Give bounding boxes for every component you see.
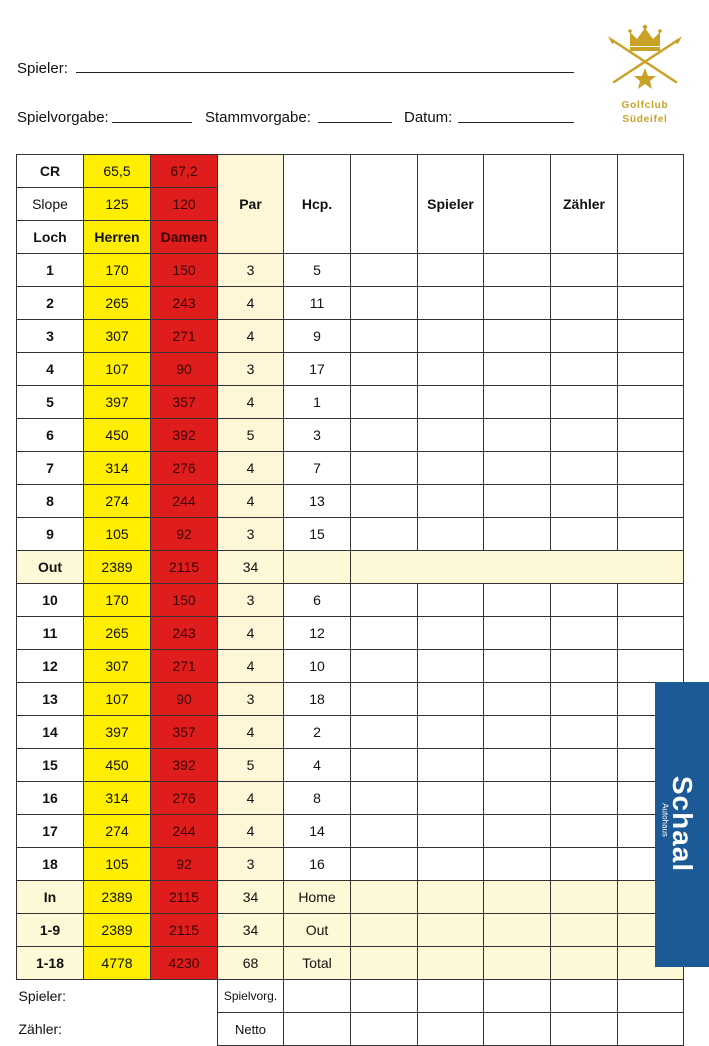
score-cell[interactable] xyxy=(418,947,484,980)
hcp-value: 10 xyxy=(284,650,351,683)
men-distance: 274 xyxy=(84,815,151,848)
score-cell[interactable] xyxy=(551,716,618,749)
women-distance: 357 xyxy=(151,716,218,749)
hole-number: 13 xyxy=(17,683,84,716)
par-value: 34 xyxy=(218,914,284,947)
score-cell[interactable] xyxy=(618,452,684,485)
score-cell[interactable] xyxy=(551,287,618,320)
score-cell[interactable] xyxy=(484,287,551,320)
score-cell[interactable] xyxy=(351,353,418,386)
men-distance: 107 xyxy=(84,353,151,386)
table-row xyxy=(17,815,684,848)
hole-number: 9 xyxy=(17,518,84,551)
score-col-1-header xyxy=(351,155,418,254)
table-row xyxy=(17,584,684,617)
score-cell[interactable] xyxy=(418,518,484,551)
men-distance: 4778 xyxy=(84,947,151,980)
footer-row-net xyxy=(17,1013,684,1046)
men-distance: 107 xyxy=(84,683,151,716)
score-cell[interactable] xyxy=(351,254,418,287)
score-cell[interactable] xyxy=(418,716,484,749)
slope-women: 120 xyxy=(151,188,218,221)
score-col-5-header xyxy=(618,155,684,254)
hcp-value: Total xyxy=(284,947,351,980)
women-distance: 392 xyxy=(151,419,218,452)
par-value: 4 xyxy=(218,617,284,650)
score-cell[interactable] xyxy=(418,584,484,617)
par-value: 4 xyxy=(218,650,284,683)
score-cell[interactable] xyxy=(618,287,684,320)
banner-sub: Autohaus xyxy=(660,803,670,837)
score-cell[interactable] xyxy=(618,254,684,287)
men-distance: 307 xyxy=(84,650,151,683)
slope-label: Slope xyxy=(17,188,84,221)
hole-number: 3 xyxy=(17,320,84,353)
women-distance: 90 xyxy=(151,683,218,716)
hole-number: 11 xyxy=(17,617,84,650)
table-row xyxy=(17,881,684,914)
score-cell[interactable] xyxy=(484,452,551,485)
score-cell[interactable] xyxy=(551,650,618,683)
table-row xyxy=(17,551,684,584)
score-cell[interactable] xyxy=(551,485,618,518)
women-distance: 276 xyxy=(151,782,218,815)
hcp-value xyxy=(284,551,351,584)
score-cell[interactable] xyxy=(418,782,484,815)
score-cell[interactable] xyxy=(484,320,551,353)
women-distance: 2115 xyxy=(151,914,218,947)
score-cell[interactable] xyxy=(418,485,484,518)
table-row xyxy=(17,650,684,683)
cr-men: 65,5 xyxy=(84,155,151,188)
women-distance: 271 xyxy=(151,320,218,353)
score-cell[interactable] xyxy=(351,815,418,848)
score-cell[interactable] xyxy=(351,782,418,815)
table-row xyxy=(17,848,684,881)
score-cell[interactable] xyxy=(418,980,484,1013)
score-cell[interactable] xyxy=(551,320,618,353)
score-cell[interactable] xyxy=(551,419,618,452)
hole-number: 17 xyxy=(17,815,84,848)
score-cell[interactable] xyxy=(418,353,484,386)
logo-line-2: Südeifel xyxy=(622,114,668,125)
cr-women: 67,2 xyxy=(151,155,218,188)
score-cell[interactable] xyxy=(351,617,418,650)
women-distance: 2115 xyxy=(151,551,218,584)
hole-number: In xyxy=(17,881,84,914)
handicap-line[interactable] xyxy=(112,122,192,123)
score-cell[interactable] xyxy=(418,287,484,320)
score-cell[interactable] xyxy=(551,353,618,386)
score-cell[interactable] xyxy=(484,980,551,1013)
player-col-header: Spieler xyxy=(418,155,484,254)
hole-number: 14 xyxy=(17,716,84,749)
cr-label: CR xyxy=(17,155,84,188)
men-distance: 265 xyxy=(84,287,151,320)
footer-counter-label: Zähler: xyxy=(17,1013,218,1046)
score-cell[interactable] xyxy=(618,320,684,353)
table-row xyxy=(17,287,684,320)
score-cell[interactable] xyxy=(618,518,684,551)
hole-number: 7 xyxy=(17,452,84,485)
score-cell[interactable] xyxy=(484,947,551,980)
score-cell[interactable] xyxy=(351,584,418,617)
table-row xyxy=(17,947,684,980)
score-cell[interactable] xyxy=(351,1013,418,1046)
score-cell[interactable] xyxy=(418,749,484,782)
score-cell[interactable] xyxy=(484,749,551,782)
score-cell[interactable] xyxy=(551,947,618,980)
women-distance: 271 xyxy=(151,650,218,683)
par-value: 3 xyxy=(218,518,284,551)
score-cell[interactable] xyxy=(484,881,551,914)
hole-number: 1-18 xyxy=(17,947,84,980)
par-value: 4 xyxy=(218,815,284,848)
par-value: 4 xyxy=(218,452,284,485)
score-cell[interactable] xyxy=(351,485,418,518)
par-value: 4 xyxy=(218,716,284,749)
score-cell[interactable] xyxy=(551,386,618,419)
score-cell[interactable] xyxy=(618,485,684,518)
score-cell[interactable] xyxy=(484,914,551,947)
par-header: Par xyxy=(218,155,284,254)
par-value: 3 xyxy=(218,353,284,386)
score-cell[interactable] xyxy=(351,320,418,353)
score-cell[interactable] xyxy=(551,1013,618,1046)
score-cell[interactable] xyxy=(484,650,551,683)
banner-brand: Schaal xyxy=(667,775,698,873)
hcp-value: 18 xyxy=(284,683,351,716)
score-cell[interactable] xyxy=(351,980,418,1013)
hcp-value: 13 xyxy=(284,485,351,518)
score-cell[interactable] xyxy=(351,287,418,320)
hcp-value: 9 xyxy=(284,320,351,353)
par-value: 68 xyxy=(218,947,284,980)
men-distance: 314 xyxy=(84,452,151,485)
score-cell[interactable] xyxy=(418,254,484,287)
cr-row xyxy=(17,155,684,188)
score-cell[interactable] xyxy=(351,947,418,980)
par-value: 3 xyxy=(218,254,284,287)
score-cell[interactable] xyxy=(418,815,484,848)
score-cell[interactable] xyxy=(351,716,418,749)
par-value: 5 xyxy=(218,749,284,782)
handicap-label: Spielvorgabe: xyxy=(17,109,109,126)
score-cell[interactable] xyxy=(351,518,418,551)
hcp-value: 12 xyxy=(284,617,351,650)
women-distance: 276 xyxy=(151,452,218,485)
women-header: Damen xyxy=(151,221,218,254)
par-value: 3 xyxy=(218,683,284,716)
par-value: 34 xyxy=(218,551,284,584)
men-distance: 170 xyxy=(84,254,151,287)
table-row xyxy=(17,617,684,650)
score-cell[interactable] xyxy=(351,452,418,485)
table-row xyxy=(17,518,684,551)
hole-number: 5 xyxy=(17,386,84,419)
date-line[interactable] xyxy=(458,122,574,123)
men-distance: 2389 xyxy=(84,881,151,914)
base-handicap-line[interactable] xyxy=(318,122,392,123)
hole-number: 18 xyxy=(17,848,84,881)
footer-player-label: Spieler: xyxy=(17,980,218,1013)
men-distance: 265 xyxy=(84,617,151,650)
women-distance: 244 xyxy=(151,485,218,518)
men-distance: 170 xyxy=(84,584,151,617)
women-distance: 150 xyxy=(151,254,218,287)
score-cell[interactable] xyxy=(484,584,551,617)
hole-number: 2 xyxy=(17,287,84,320)
women-distance: 92 xyxy=(151,848,218,881)
score-cell[interactable] xyxy=(484,848,551,881)
score-cell[interactable] xyxy=(418,452,484,485)
hcp-value: 16 xyxy=(284,848,351,881)
women-distance: 243 xyxy=(151,617,218,650)
women-distance: 244 xyxy=(151,815,218,848)
men-distance: 274 xyxy=(84,485,151,518)
women-distance: 392 xyxy=(151,749,218,782)
men-distance: 2389 xyxy=(84,914,151,947)
score-cell[interactable] xyxy=(418,320,484,353)
counter-col-header: Zähler xyxy=(551,155,618,254)
score-cell[interactable] xyxy=(551,683,618,716)
table-row xyxy=(17,386,684,419)
score-cell[interactable] xyxy=(418,650,484,683)
table-row xyxy=(17,254,684,287)
loch-label: Loch xyxy=(17,221,84,254)
hole-number: 1-9 xyxy=(17,914,84,947)
score-cell[interactable] xyxy=(484,617,551,650)
par-value: 4 xyxy=(218,386,284,419)
men-distance: 397 xyxy=(84,716,151,749)
footer-row-handicap xyxy=(17,980,684,1013)
par-value: 4 xyxy=(218,782,284,815)
score-cell[interactable] xyxy=(351,848,418,881)
base-handicap-label: Stammvorgabe: xyxy=(205,109,311,126)
score-cell[interactable] xyxy=(484,782,551,815)
date-label: Datum: xyxy=(404,109,453,126)
footer-net-label: Netto xyxy=(218,1013,284,1046)
score-cell[interactable] xyxy=(551,518,618,551)
hcp-value: 8 xyxy=(284,782,351,815)
table-row xyxy=(17,683,684,716)
table-row xyxy=(17,320,684,353)
hole-number: 4 xyxy=(17,353,84,386)
score-cell[interactable] xyxy=(618,386,684,419)
score-cell[interactable] xyxy=(551,914,618,947)
out-score-cell[interactable] xyxy=(351,551,684,584)
hcp-header: Hcp. xyxy=(284,155,351,254)
club-logo xyxy=(604,22,686,132)
hcp-value: 6 xyxy=(284,584,351,617)
hole-number: 15 xyxy=(17,749,84,782)
hcp-value: 14 xyxy=(284,815,351,848)
hole-number: 16 xyxy=(17,782,84,815)
score-cell[interactable] xyxy=(351,683,418,716)
par-value: 4 xyxy=(218,485,284,518)
score-cell[interactable] xyxy=(418,419,484,452)
hole-number: 8 xyxy=(17,485,84,518)
score-cell[interactable] xyxy=(484,716,551,749)
hcp-value: 4 xyxy=(284,749,351,782)
hcp-value: 7 xyxy=(284,452,351,485)
player-line[interactable] xyxy=(76,72,574,73)
score-cell[interactable] xyxy=(418,848,484,881)
score-cell[interactable] xyxy=(484,1013,551,1046)
hole-number: Out xyxy=(17,551,84,584)
men-distance: 307 xyxy=(84,320,151,353)
slope-men: 125 xyxy=(84,188,151,221)
table-row xyxy=(17,353,684,386)
score-cell[interactable] xyxy=(418,881,484,914)
men-distance: 450 xyxy=(84,749,151,782)
score-cell[interactable] xyxy=(284,1013,351,1046)
table-row xyxy=(17,452,684,485)
footer-handicap-label: Spielvorg. xyxy=(218,980,284,1013)
men-distance: 105 xyxy=(84,848,151,881)
score-cell[interactable] xyxy=(618,1013,684,1046)
crown-clubs-icon xyxy=(604,22,686,94)
score-cell[interactable] xyxy=(551,815,618,848)
women-distance: 92 xyxy=(151,518,218,551)
par-value: 4 xyxy=(218,320,284,353)
score-cell[interactable] xyxy=(551,254,618,287)
score-cell[interactable] xyxy=(284,980,351,1013)
hcp-value: 5 xyxy=(284,254,351,287)
score-cell[interactable] xyxy=(551,980,618,1013)
score-cell[interactable] xyxy=(351,749,418,782)
score-cell[interactable] xyxy=(418,683,484,716)
men-distance: 397 xyxy=(84,386,151,419)
table-row xyxy=(17,749,684,782)
score-cell[interactable] xyxy=(351,650,418,683)
men-distance: 105 xyxy=(84,518,151,551)
score-col-3-header xyxy=(484,155,551,254)
score-cell[interactable] xyxy=(351,386,418,419)
score-cell[interactable] xyxy=(484,419,551,452)
hcp-value: 1 xyxy=(284,386,351,419)
men-distance: 450 xyxy=(84,419,151,452)
hole-number: 10 xyxy=(17,584,84,617)
women-distance: 90 xyxy=(151,353,218,386)
table-row xyxy=(17,716,684,749)
score-cell[interactable] xyxy=(351,419,418,452)
score-cell[interactable] xyxy=(418,617,484,650)
score-cell[interactable] xyxy=(551,584,618,617)
score-cell[interactable] xyxy=(484,485,551,518)
score-cell[interactable] xyxy=(618,650,684,683)
men-distance: 2389 xyxy=(84,551,151,584)
hole-number: 6 xyxy=(17,419,84,452)
women-distance: 4230 xyxy=(151,947,218,980)
score-cell[interactable] xyxy=(618,419,684,452)
score-cell[interactable] xyxy=(484,815,551,848)
par-value: 3 xyxy=(218,848,284,881)
score-cell[interactable] xyxy=(551,881,618,914)
logo-line-1: Golfclub xyxy=(621,100,669,111)
hcp-value: 11 xyxy=(284,287,351,320)
score-cell[interactable] xyxy=(418,1013,484,1046)
sponsor-banner xyxy=(655,682,709,967)
score-cell[interactable] xyxy=(484,683,551,716)
player-label: Spieler: xyxy=(17,60,68,77)
women-distance: 150 xyxy=(151,584,218,617)
hole-number: 12 xyxy=(17,650,84,683)
par-value: 5 xyxy=(218,419,284,452)
hcp-value: 2 xyxy=(284,716,351,749)
score-cell[interactable] xyxy=(618,584,684,617)
hcp-value: Out xyxy=(284,914,351,947)
women-distance: 243 xyxy=(151,287,218,320)
score-cell[interactable] xyxy=(351,914,418,947)
score-cell[interactable] xyxy=(484,518,551,551)
score-cell[interactable] xyxy=(484,386,551,419)
score-cell[interactable] xyxy=(618,980,684,1013)
hcp-value: 3 xyxy=(284,419,351,452)
men-distance: 314 xyxy=(84,782,151,815)
women-distance: 357 xyxy=(151,386,218,419)
hcp-value: Home xyxy=(284,881,351,914)
hcp-value: 17 xyxy=(284,353,351,386)
score-cell[interactable] xyxy=(351,881,418,914)
men-header: Herren xyxy=(84,221,151,254)
score-cell[interactable] xyxy=(484,254,551,287)
table-row xyxy=(17,419,684,452)
table-row xyxy=(17,782,684,815)
par-value: 34 xyxy=(218,881,284,914)
par-value: 4 xyxy=(218,287,284,320)
score-cell[interactable] xyxy=(418,914,484,947)
score-cell[interactable] xyxy=(551,452,618,485)
score-cell[interactable] xyxy=(551,782,618,815)
par-value: 3 xyxy=(218,584,284,617)
hcp-value: 15 xyxy=(284,518,351,551)
scorecard-table xyxy=(16,154,684,1046)
score-cell[interactable] xyxy=(618,353,684,386)
score-cell[interactable] xyxy=(484,353,551,386)
table-row xyxy=(17,914,684,947)
score-cell[interactable] xyxy=(551,749,618,782)
women-distance: 2115 xyxy=(151,881,218,914)
score-cell[interactable] xyxy=(618,617,684,650)
score-cell[interactable] xyxy=(551,617,618,650)
table-row xyxy=(17,485,684,518)
hole-number: 1 xyxy=(17,254,84,287)
score-cell[interactable] xyxy=(551,848,618,881)
score-cell[interactable] xyxy=(418,386,484,419)
